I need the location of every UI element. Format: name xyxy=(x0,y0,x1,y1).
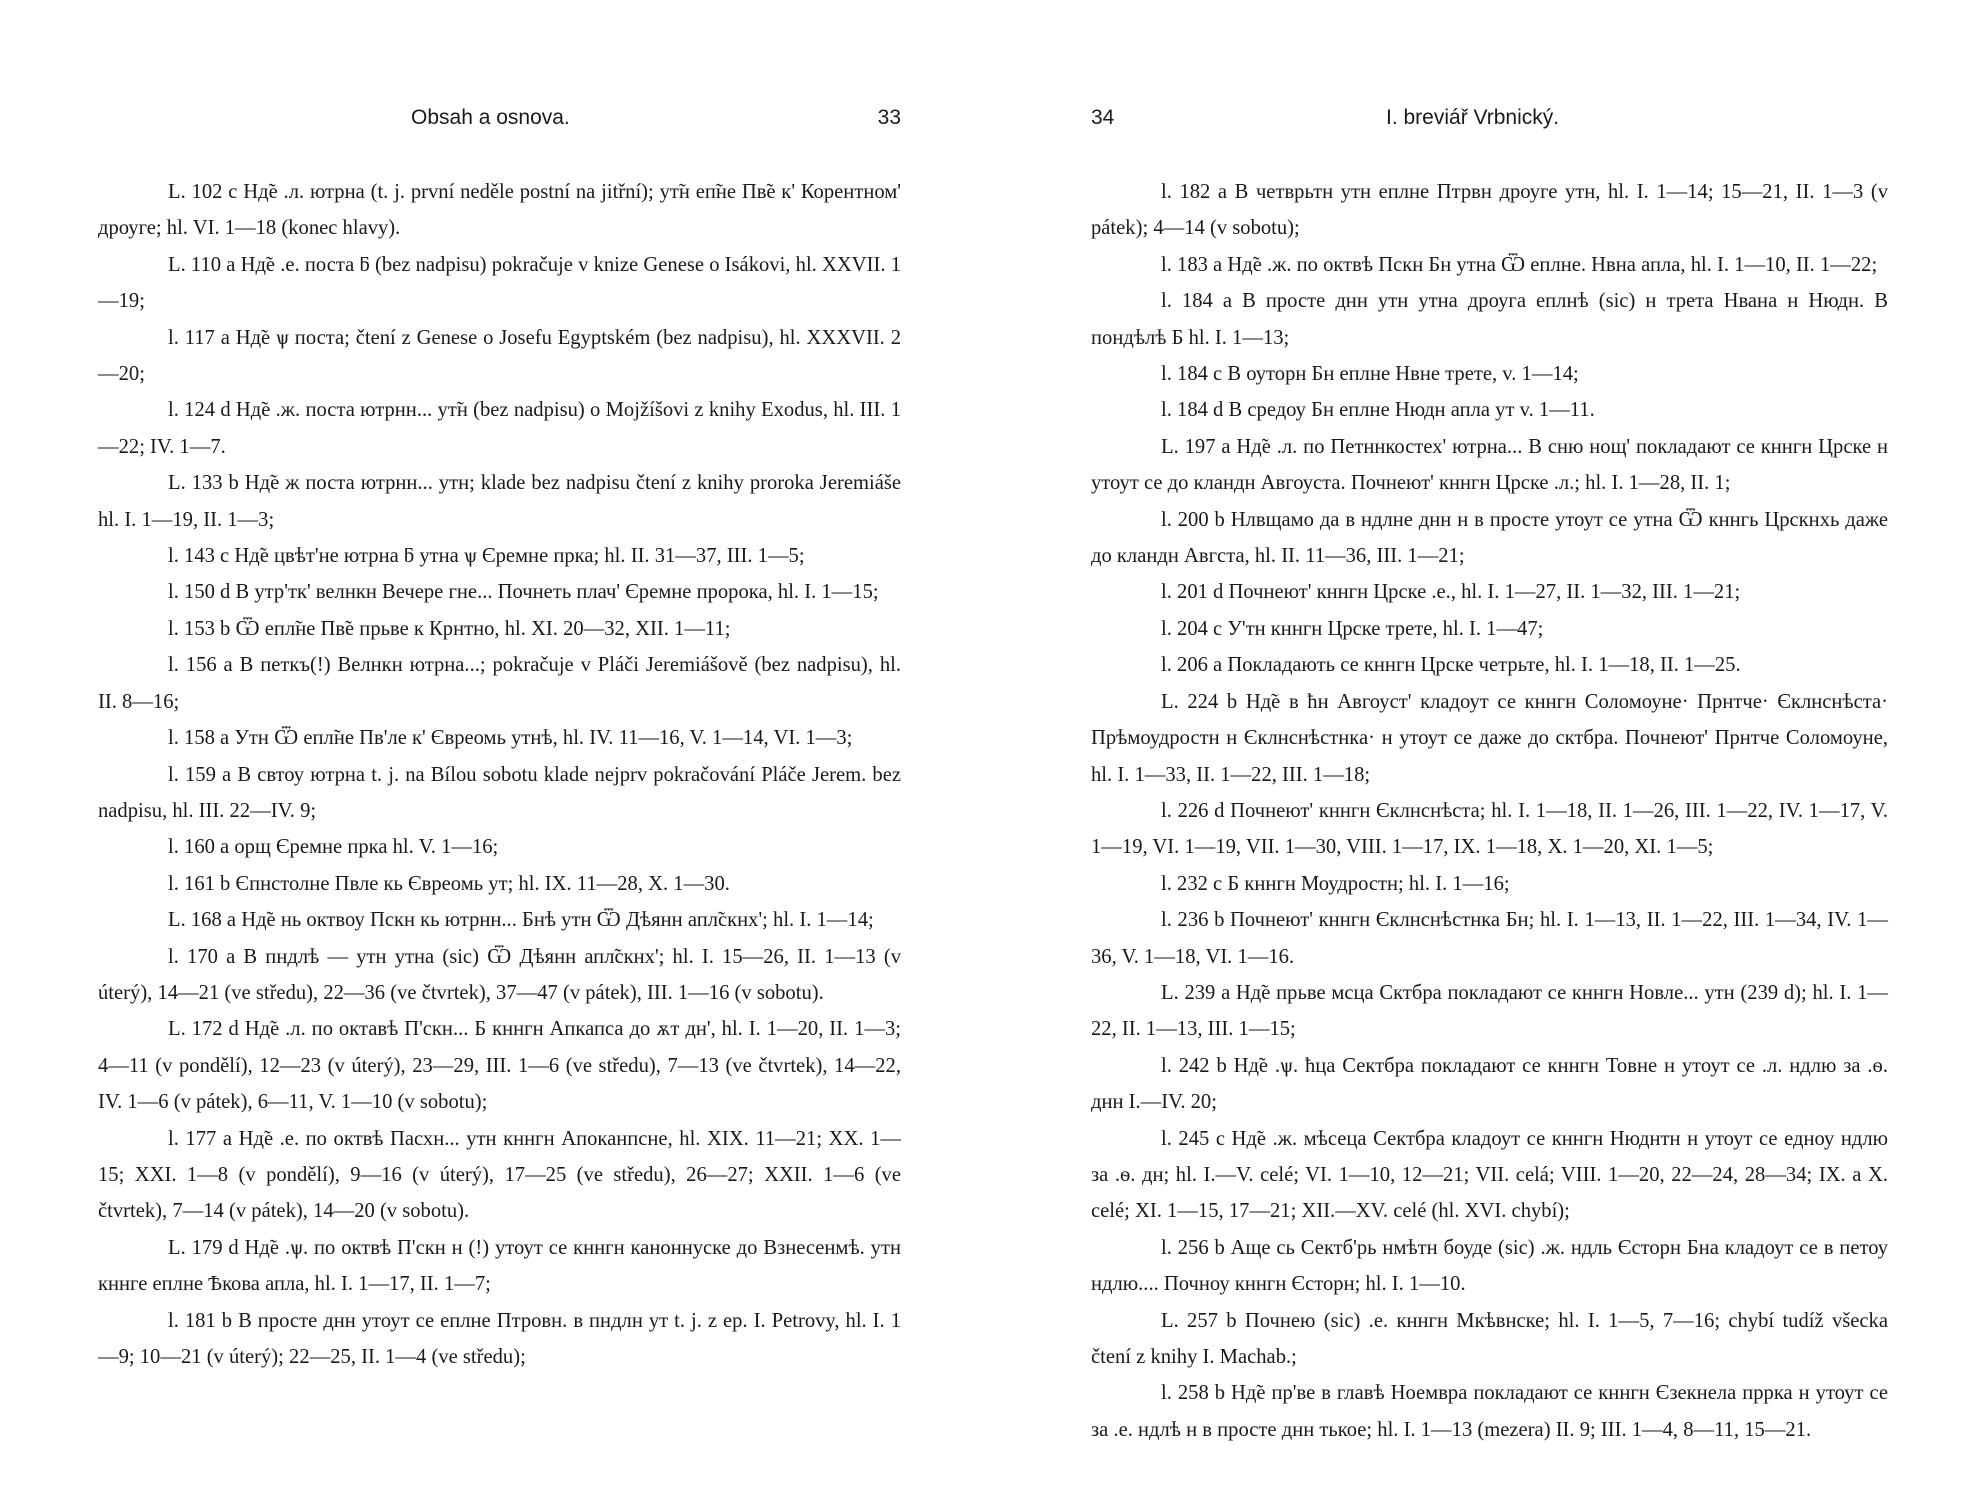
entry: l. 184 c В оуторн Ƃн еплне Нвне трете, v. 1—14; xyxy=(1161,363,1579,386)
entry: L. 102 c Нд̃е .л. ютрна (t. j. první neděle postní na jitřní); ут̃н еп̃не Пв̃е к' Корентном' дроуге; hl. VI. 1—18 (konec hlavy). xyxy=(98,181,901,240)
entry: l. 236 b Почнеют' кннгн Єклнснѣстнка Ƃн; hl. I. 1—13, II. 1—22, III. 1—34, IV. 1—36, V. 1—18, VI. 1—16. xyxy=(1091,909,1888,968)
entry: l. 161 b Єпнстолне Пвле кь Євреомь ут; hl. IX. 11—28, X. 1—30. xyxy=(168,872,730,895)
entry: L. 197 a Нд̃е .л. по Петннкостех' ютрна... В сню нощ' покладают се кннгн Црске н утоут се до кландн Авгоуста. Почнеют' кннгн Црске .л.; hl. I. 1—28, II. 1; xyxy=(1091,435,1888,495)
entry: l. 150 d В утр'тк' велнкн Вечере гне... Почнеть плач' Єремне пророка, hl. I. 1—15; xyxy=(168,581,879,604)
entry: L. 110 a Нд̃е .е. поста ƃ (bez nadpisu) pokračuje v knize Genese o Isákovi, hl. XXVII. 1—19; xyxy=(98,253,901,313)
running-header xyxy=(1091,100,1888,136)
entry: l. 256 b Аще сь Сектб'рь нмѣтн боуде (sic) .ж. ндль Єсторн Ƃна кладоут се в петоу ндлю.... Почноу кннгн Єсторн; hl. I. 1—10. xyxy=(1091,1236,1888,1296)
running-title: I. breviář Vrbnický. xyxy=(1386,106,1560,129)
entry: l. 117 a Нд̃е ѱ поста; čtení z Genese o Josefu Egyptském (bez nadpisu), hl. XXXVII. 2—20; xyxy=(98,326,901,386)
entry: l. 184 a В просте днн утн утна дроуга еплнѣ (sic) н трета Нвана н Нюдн. В пондѣлѣ Ƃ hl. I. 1—13; xyxy=(1091,290,1888,349)
entry: L. 239 a Нд̃е прьве мсца Сктбра покладают се кннгн Новле... утн (239 d); hl. I. 1—22, II. 1—13, III. 1—15; xyxy=(1091,981,1888,1041)
entry: L. 172 d Нд̃е .л. по октавѣ П'скн... Ƃ кннгн Апкапса до ѫт дн', hl. I. 1—20, II. 1—3; 4—11 (v pondělí), 12—23 (v úterý), 23—29, III. 1—6 (ve středu), 7—13 (ve čtvrtek), 14—22, IV. 1—6 (v pátek), 6—11, V. 1—10 (v sobotu); xyxy=(98,1018,901,1114)
page-number: 33 xyxy=(877,106,901,129)
entry: l. 204 c У'тн кннгн Црске трете, hl. I. 1—47; xyxy=(1161,617,1544,640)
entry: l. 170 a В пндлѣ — утн утна (sic) Ѿ Дѣянн апл̃скнх'; hl. I. 15—26, II. 1—13 (v úterý), 14—21 (ve středu), 22—36 (ve čtvrtek), 37—47 (v pátek), III. 1—16 (v sobotu). xyxy=(98,945,901,1004)
entry: l. 200 b Нлвщамо да в ндлне днн н в просте утоут се утна Ѿ кннгь Црскнхь даже до кландн Авгста, hl. II. 11—36, III. 1—21; xyxy=(1091,508,1888,568)
entry: l. 182 a В четврьтн утн еплне Птрвн дроуге утн, hl. I. 1—14; 15—21, II. 1—3 (v pátek); 4—14 (v sobotu); xyxy=(1091,181,1888,240)
entry: l. 206 a Покладають се кннгн Црске четрьте, hl. I. 1—18, II. 1—25. xyxy=(1161,654,1741,677)
entry: l. 245 c Нд̃е .ж. мѣсеца Сектбра кладоут се кннгн Нюднтн н утоут се едноу ндлю за .ѳ. дн; hl. I.—V. celé; VI. 1—10, 12—21; VII. celá; VIII. 1—20, 22—24, 28—34; IX. a X. celé; XI. 1—15, 17—21; XII.—XV. celé (hl. XVI. chybí); xyxy=(1091,1127,1888,1223)
entry: l. 153 b Ѿ епл̃не Пв̃е прьве к Крнтно, hl. XI. 20—32, XII. 1—11; xyxy=(168,617,731,640)
right-page xyxy=(991,0,1982,1500)
page-number: 34 xyxy=(1091,106,1115,129)
entry: L. 133 b Нд̃е ж поста ютрнн... утн; klade bez nadpisu čtení z knihy proroka Jeremiáše hl. I. 1—19, II. 1—3; xyxy=(98,472,901,531)
entry: l. 184 d В средоу Ƃн еплне Нюдн апла ут v. 1—11. xyxy=(1161,399,1595,422)
entry-list xyxy=(98,174,901,1375)
entry: l. 232 c Ƃ кннгн Моудростн; hl. I. 1—16; xyxy=(1161,872,1510,895)
running-header xyxy=(98,100,901,136)
entry: l. 201 d Почнеют' кннгн Црске .е., hl. I. 1—27, II. 1—32, III. 1—21; xyxy=(1161,581,1741,604)
entry: L. 168 a Нд̃е нь октвоу Пскн кь ютрнн... Ƃнѣ утн Ѿ Дѣянн апл̃скнх'; hl. I. 1—14; xyxy=(168,909,874,932)
entry: L. 257 b Почнею (sic) .е. кннгн Мкѣвнске; hl. I. 1—5, 7—16; chybí tudíž všecka čtení z knihy I. Machab.; xyxy=(1091,1309,1888,1368)
entry: l. 143 c Нд̃е цвѣт'не ютрна ƃ утна ѱ Єремне прка; hl. II. 31—37, III. 1—5; xyxy=(168,545,805,568)
entry: l. 160 a орщ Єремне прка hl. V. 1—16; xyxy=(168,836,499,859)
entry: l. 177 a Нд̃е .е. по октвѣ Пасхн... утн кннгн Апоканпсне, hl. XIX. 11—21; XX. 1—15; XXI. 1—8 (v pondělí), 9—16 (v úterý), 17—25 (ve středu), 26—27; XXII. 1—6 (ve čtvrtek), 7—14 (v pátek), 14—20 (v sobotu). xyxy=(98,1127,901,1223)
entry: l. 183 a Нд̃е .ж. по октвѣ Пскн Ƃн утна Ѿ еплне. Нвна апла, hl. I. 1—10, II. 1—22; xyxy=(1161,253,1878,276)
entry-list xyxy=(1091,174,1888,1448)
entry: l. 258 b Нд̃е пр'ве в главѣ Ноемвра покладают се кннгн Єзекнела пррка н утоут се за .е. ндлѣ н в просте днн тькое; hl. I. 1—13 (mezera) II. 9; III. 1—4, 8—11, 15—21. xyxy=(1091,1382,1888,1441)
running-title: Obsah a osnova. xyxy=(411,106,570,129)
entry: l. 156 a В петкъ(!) Велнкн ютрна...; pokračuje v Pláči Jeremiášově (bez nadpisu), hl. II. 8—16; xyxy=(98,654,901,713)
entry: l. 226 d Почнеют' кннгн Єклнснѣста; hl. I. 1—18, II. 1—26, III. 1—22, IV. 1—17, V. 1—19, VI. 1—19, VII. 1—30, VIII. 1—17, IX. 1—18, X. 1—20, XI. 1—5; xyxy=(1091,799,1888,859)
entry: l. 159 a В свтоу ютрна t. j. na Bílou sobotu klade nejprv pokračování Pláče Jerem. bez nadpisu, hl. III. 22—IV. 9; xyxy=(98,763,901,822)
entry: l. 124 d Нд̃е .ж. поста ютрнн... ут̃н (bez nadpisu) o Mojžíšovi z knihy Exodus, hl. III. 1—22; IV. 1—7. xyxy=(98,399,901,458)
entry: L. 179 d Нд̃е .ѱ. по октвѣ П'скн н (!) утоут се кннгн каноннуске до Взнесенмѣ. утн кннге еплне Ѣкова апла, hl. I. 1—17, II. 1—7; xyxy=(98,1236,901,1296)
entry: l. 158 a Утн Ѿ епл̃не Пв'ле к' Євреомь утнѣ, hl. IV. 11—16, V. 1—14, VI. 1—3; xyxy=(168,727,853,750)
entry: l. 181 b В просте днн утоут се еплне Птровн. в пндлн ут t. j. z ep. I. Petrovy, hl. I. 1—9; 10—21 (v úterý); 22—25, II. 1—4 (ve středu); xyxy=(98,1309,901,1368)
entry: L. 224 b Нд̃е в ћн Авгоуст' кладоут се кннгн Соломоуне· Прнтче· Єклнснѣста· Прѣмоудростн н Єклнснѣстнка· н утоут се даже до сктбра. Почнеют' Прнтче Соломоуне, hl. I. 1—33, II. 1—22, III. 1—18; xyxy=(1091,690,1888,786)
entry: l. 242 b Нд̃е .ѱ. ћца Сектбра покладают се кннгн Товне н утоут се .л. ндлю за .ѳ. днн I.—IV. 20; xyxy=(1091,1054,1888,1114)
